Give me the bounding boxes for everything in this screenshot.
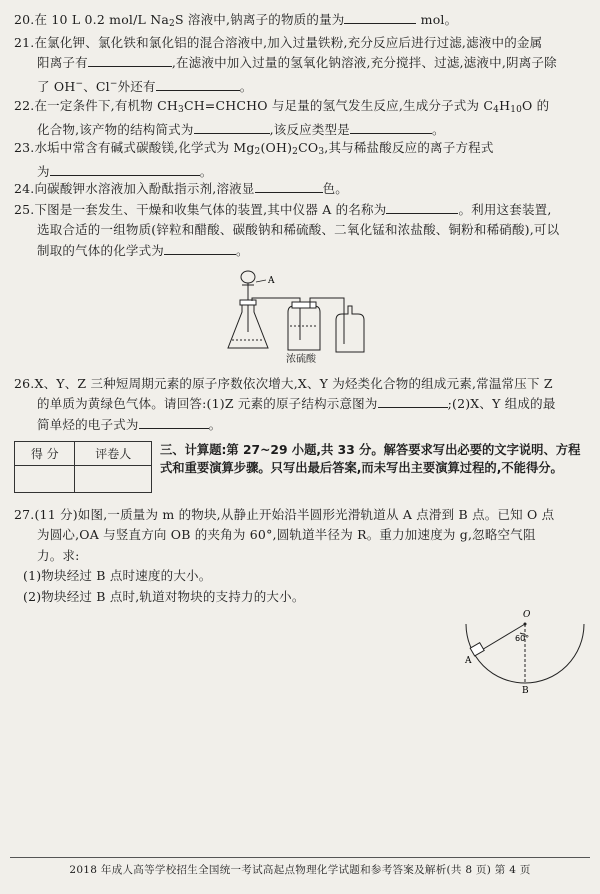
block [470, 643, 484, 656]
answer-blank[interactable] [164, 241, 236, 255]
answer-blank[interactable] [378, 394, 448, 408]
footer-divider [10, 857, 590, 858]
answer-blank[interactable] [255, 179, 323, 193]
grader-header: 评卷人 [75, 442, 152, 466]
score-header: 得 分 [15, 442, 75, 466]
answer-blank[interactable] [386, 200, 458, 214]
question-27: 27.(11 分)如图,一质量为 m 的物块,从静止开始沿半圆形光滑轨道从 A 点滑到 B 点。已知 O 点 为圆心,OA 与竖直方向 OB 的夹角为 60°,圆轨道半径为 R。重力加速度为 g,忽略空气阻 力。求: (1)物块经过 B 点时速度的大小。 (2)物块经过 B 点时,轨道对物块的支持力的大小。 [14, 507, 555, 604]
answer-blank[interactable] [88, 53, 172, 67]
answer-blank[interactable] [156, 77, 240, 91]
answer-blank[interactable] [344, 10, 416, 24]
semicircle-track-diagram [462, 608, 588, 694]
score-cell[interactable] [15, 466, 75, 493]
label-angle: 60° [515, 634, 530, 643]
question-21: 21.在氯化钾、氯化铁和氯化铝的混合溶液中,加入过量铁粉,充分反应后进行过滤,滤液中的金属 阳离子有 ,在滤液中加入过量的氢氧化钠溶液,充分搅拌、过滤,滤液中,阴离子除 了 OH−、Cl−外还有 。 [14, 35, 557, 94]
question-23: 23.水垢中常含有碱式碳酸镁,化学式为 $Mg_2(OH)_2CO_3$,其与稀盐酸反应的离子方程式 为 。 [14, 140, 494, 180]
gas-apparatus-diagram [222, 268, 382, 354]
label-a: A [465, 656, 472, 666]
collection-bottle [336, 306, 364, 352]
label-b: B [522, 686, 529, 694]
answer-blank[interactable] [194, 120, 270, 134]
label-a: A [268, 276, 275, 286]
answer-blank[interactable] [50, 162, 200, 176]
label-concentrated-sulfuric-acid: 浓硫酸 [286, 354, 316, 365]
question-24: 24.向碳酸钾水溶液加入酚酞指示剂,溶液显 色。 [14, 181, 348, 196]
section-three-heading: 三、计算题:第 27~29 小题,共 33 分。解答要求写出必要的文字说明、方程式和重要演算步骤。只写出最后答案,而未写出主要演算过程的,不能得分。 [160, 443, 581, 475]
score-table [14, 441, 152, 493]
grader-cell[interactable] [75, 466, 152, 493]
center-o [524, 623, 527, 626]
label-o: O [523, 610, 531, 620]
wash-bottle [288, 306, 320, 350]
flask-stopper [240, 300, 256, 305]
question-22: 22.在一定条件下,有机物 $CH_3CH=CHCHO$ 与足量的氢气发生反应,生成分子式为 $C_4H_{10}O$ 的 化合物,该产物的结构简式为 ,该反应类型是 。 [14, 98, 550, 138]
question-25: 25.下图是一套发生、干燥和收集气体的装置,其中仪器 A 的名称为 。利用这套装置, 选取合适的一组物质(锌粒和醋酸、碳酸钠和稀硫酸、二氧化锰和浓盐酸、铜粉和稀硝酸),可以 制取的气体的化学式为 。 [14, 202, 560, 258]
separatory-funnel-bulb [241, 271, 255, 283]
question-20: 20.在 10 L 0.2 mol/L $Na_2S$ 溶液中,钠离子的物质的量为 mol。 [14, 12, 458, 29]
question-26: 26.X、Y、Z 三种短周期元素的原子序数依次增大,X、Y 为烃类化合物的组成元素,常温常压下 Z 的单质为黄绿色气体。请回答:(1)Z 元素的原子结构示意图为 ;(2)X、Y 组成的最 简单烃的电子式为 。 [14, 376, 556, 432]
answer-blank[interactable] [139, 415, 209, 429]
wash-bottle-stopper [292, 302, 316, 308]
page-footer: 2018 年成人高等学校招生全国统一考试高起点物理化学试题和参考答案及解析(共 8 页) 第 4 页 [69, 864, 531, 876]
answer-blank[interactable] [350, 120, 432, 134]
